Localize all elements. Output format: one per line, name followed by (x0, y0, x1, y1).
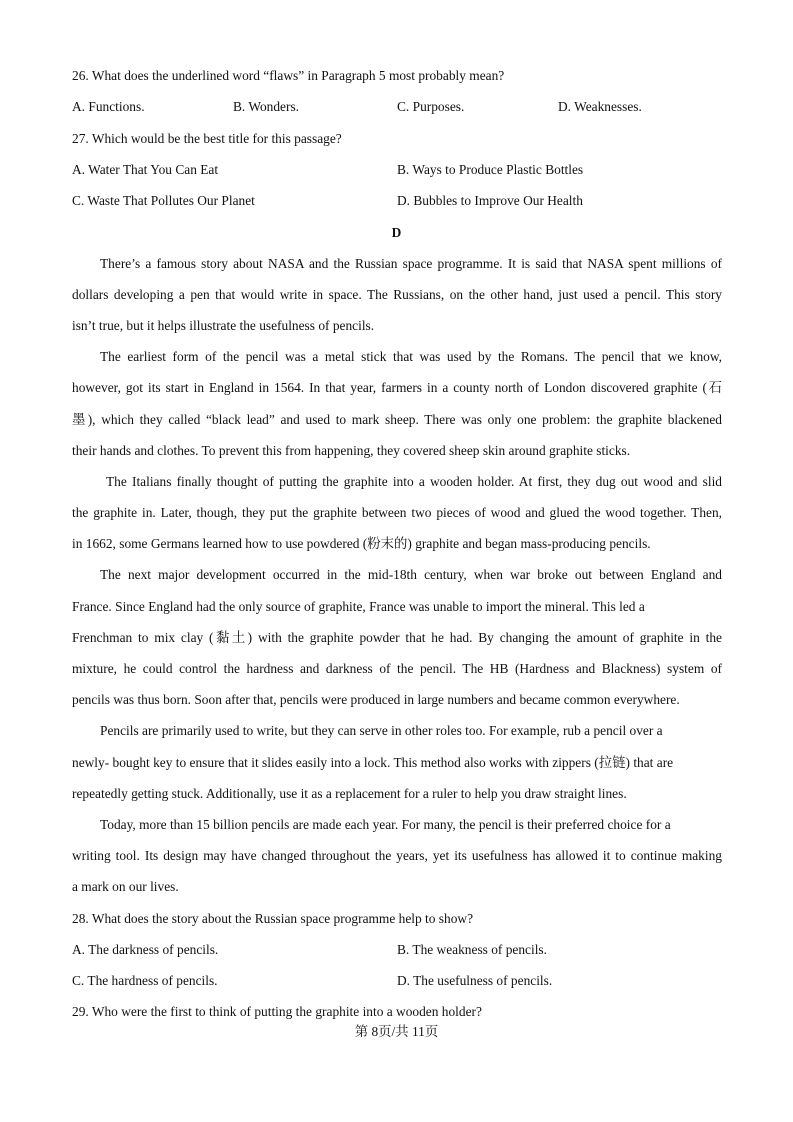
passage-line: 墨), which they called “black lead” and used to mark sheep. There was only one problem: the graphite blackened (72, 412, 722, 427)
question-27-option-c: C. Waste That Pollutes Our Planet (72, 193, 255, 208)
question-28-option-b: B. The weakness of pencils. (397, 942, 547, 957)
question-26-stem: 26. What does the underlined word “flaws” in Paragraph 5 most probably mean? (72, 68, 505, 83)
passage-line: however, got its start in England in 1564. In that year, farmers in a county north of London discovered graphite (石 (72, 380, 722, 395)
passage-line: France. Since England had the only source of graphite, France was unable to import the mineral. This led a (72, 599, 645, 614)
passage-line: their hands and clothes. To prevent this from happening, they covered sheep skin around graphite sticks. (72, 443, 631, 458)
passage-line: pencils was thus born. Soon after that, pencils were produced in large numbers and became common everywhere. (72, 692, 680, 707)
question-27-option-a: A. Water That You Can Eat (72, 162, 219, 177)
passage-line: in 1662, some Germans learned how to use powdered (粉末的) graphite and began mass-producing pencils. (72, 536, 651, 551)
passage-line: Pencils are primarily used to write, but they can serve in other roles too. For example, rub a pencil over a (100, 723, 663, 738)
question-28-option-d: D. The usefulness of pencils. (397, 973, 553, 988)
question-27-option-d: D. Bubbles to Improve Our Health (397, 193, 583, 208)
passage-line: newly- bought key to ensure that it slides easily into a lock. This method also works with zippers (拉链) that are (72, 755, 674, 770)
passage-line: There’s a famous story about NASA and the Russian space programme. It is said that NASA spent millions of (100, 256, 722, 271)
question-26-option-d: D. Weaknesses. (558, 99, 642, 114)
question-28-option-c: C. The hardness of pencils. (72, 973, 218, 988)
passage-line: repeatedly getting stuck. Additionally, use it as a replacement for a ruler to help you draw straight lines. (72, 786, 627, 801)
question-26-option-c: C. Purposes. (397, 99, 465, 114)
question-27-option-b: B. Ways to Produce Plastic Bottles (397, 162, 584, 177)
question-28-option-a: A. The darkness of pencils. (72, 942, 219, 957)
passage-line: mixture, he could control the hardness and darkness of the pencil. The HB (Hardness and Blackness) system of (72, 661, 722, 676)
section-heading: D (391, 225, 402, 240)
question-26-option-a: A. Functions. (72, 99, 145, 114)
passage-line: The Italians finally thought of putting the graphite into a wooden holder. At first, they dug out wood and slid (106, 474, 722, 489)
question-29-stem: 29. Who were the first to think of putting the graphite into a wooden holder? (72, 1004, 482, 1019)
question-27-stem: 27. Which would be the best title for this passage? (72, 131, 342, 146)
question-26-option-b: B. Wonders. (233, 99, 299, 114)
passage-line: the graphite in. Later, though, they put the graphite between two pieces of wood and glued the wood together. Then, (72, 505, 722, 520)
passage-line: Today, more than 15 billion pencils are made each year. For many, the pencil is their preferred choice for a (100, 817, 671, 832)
passage-line: a mark on our lives. (72, 879, 179, 894)
passage-line: writing tool. Its design may have changed throughout the years, yet its usefulness has allowed it to continue making (72, 848, 722, 863)
passage-line: The earliest form of the pencil was a metal stick that was used by the Romans. The pencil that we know, (100, 349, 722, 364)
page-number: 第 8页/共 11页 (354, 1024, 439, 1039)
passage-line: Frenchman to mix clay (黏土) with the graphite powder that he had. By changing the amount of graphite in the (72, 630, 722, 645)
passage-line: The next major development occurred in the mid-18th century, when war broke out between England and (100, 567, 722, 582)
question-28-stem: 28. What does the story about the Russian space programme help to show? (72, 911, 474, 926)
passage-line: dollars developing a pen that would write in space. The Russians, on the other hand, just used a pencil. This story (72, 287, 722, 302)
passage-line: isn’t true, but it helps illustrate the usefulness of pencils. (72, 318, 375, 333)
